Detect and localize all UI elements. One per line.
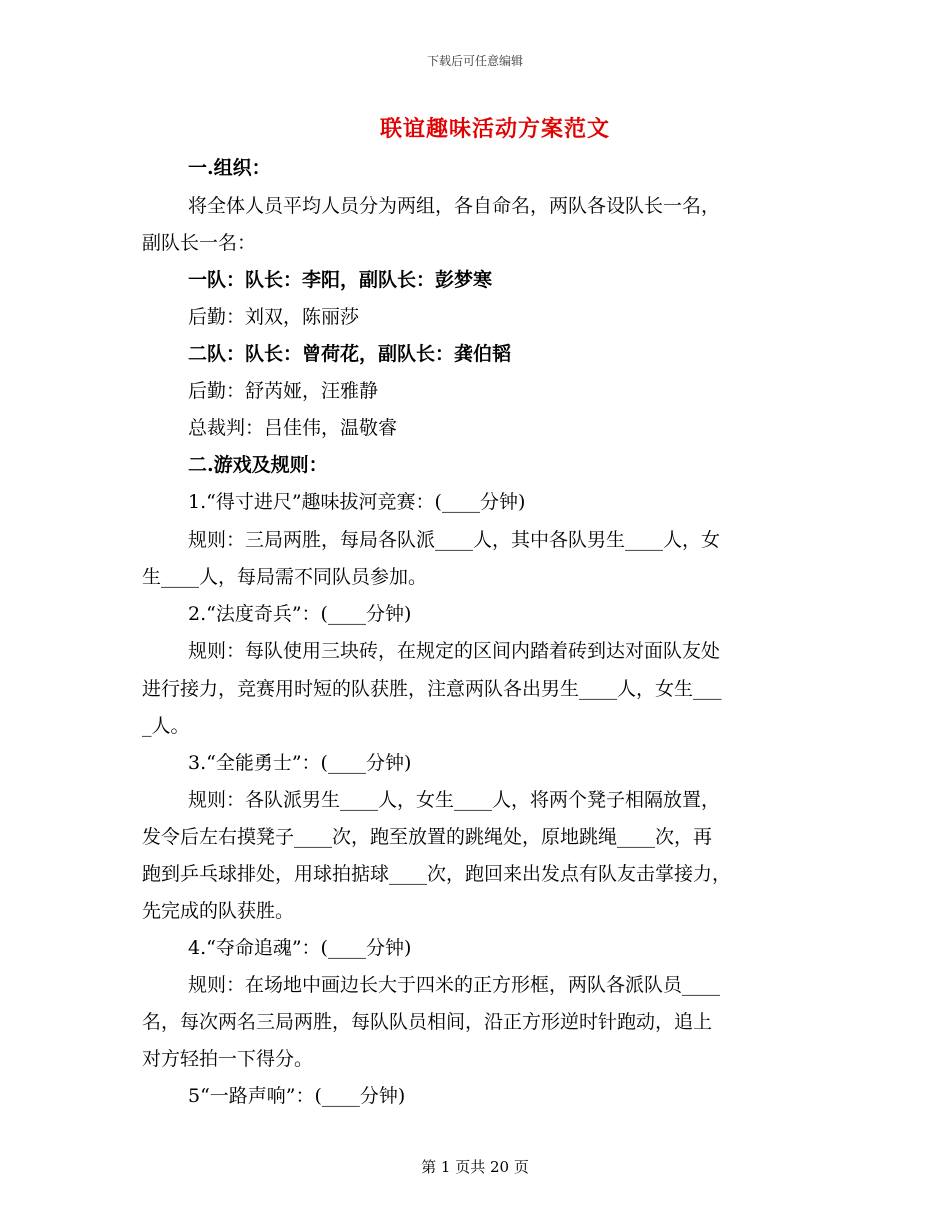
team-one-leaders: 一队：队长：李阳，副队长：彭梦寒 [188,269,493,291]
section-heading-organization: 一.组织： [188,157,271,179]
chief-referees: 总裁判：吕佳伟，温敬睿 [188,417,398,439]
paragraph-line: 名，每次两名三局两胜，每队队员相间，沿正方形逆时针跑动，追上 [142,1011,713,1033]
paragraph-line: 对方轻拍一下得分。 [142,1048,314,1070]
paragraph-line: 规则：各队派男生____人，女生____人，将两个凳子相隔放置， [188,789,721,811]
paragraph-line: 进行接力，竞赛用时短的队获胜，注意两队各出男生____人，女生___ [142,678,722,700]
paragraph-line: 生____人，每局需不同队员参加。 [142,566,428,588]
paragraph-line: 规则：每队使用三块砖，在规定的区间内踏着砖到达对面队友处 [188,640,721,662]
header-note: 下载后可任意编辑 [426,54,523,68]
game-3-title: 3.“全能勇士”：(____分钟) [188,752,412,774]
team-two-leaders: 二队：队长：曾荷花，副队长：龚伯韬 [188,343,512,365]
paragraph-line: 副队长一名： [142,232,257,254]
team-two-logistics: 后勤：舒芮娅，汪雅静 [188,380,379,402]
game-1-title: 1.“得寸进尺”趣味拔河竞赛：(____分钟) [188,491,526,513]
paragraph-line: 规则：在场地中画边长大于四米的正方形框，两队各派队员____ [188,974,721,996]
paragraph-line: _人。 [142,715,190,737]
game-5-title: 5“一路声响”：(____分钟) [188,1085,406,1107]
paragraph-line: 将全体人员平均人员分为两组，各自命名，两队各设队长一名， [188,195,721,217]
paragraph-line: 规则：三局两胜，每局各队派____人，其中各队男生____人，女 [188,529,721,551]
game-4-title: 4.“夺命追魂”：(____分钟) [188,937,412,959]
game-2-title: 2.“法度奇兵”：(____分钟) [188,603,412,625]
page-footer: 第 1 页共 20 页 [421,1158,529,1176]
team-one-logistics: 后勤：刘双，陈丽莎 [188,306,360,328]
paragraph-line: 跑到乒乓球排处，用球拍掂球____次，跑回来出发点有队友击掌接力， [142,863,732,885]
document-title: 联谊趣味活动方案范文 [379,116,610,142]
section-heading-games: 二.游戏及规则： [188,454,328,476]
paragraph-line: 发令后左右摸凳子____次，跑至放置的跳绳处，原地跳绳____次，再 [142,826,713,848]
paragraph-line: 先完成的队获胜。 [142,900,295,922]
